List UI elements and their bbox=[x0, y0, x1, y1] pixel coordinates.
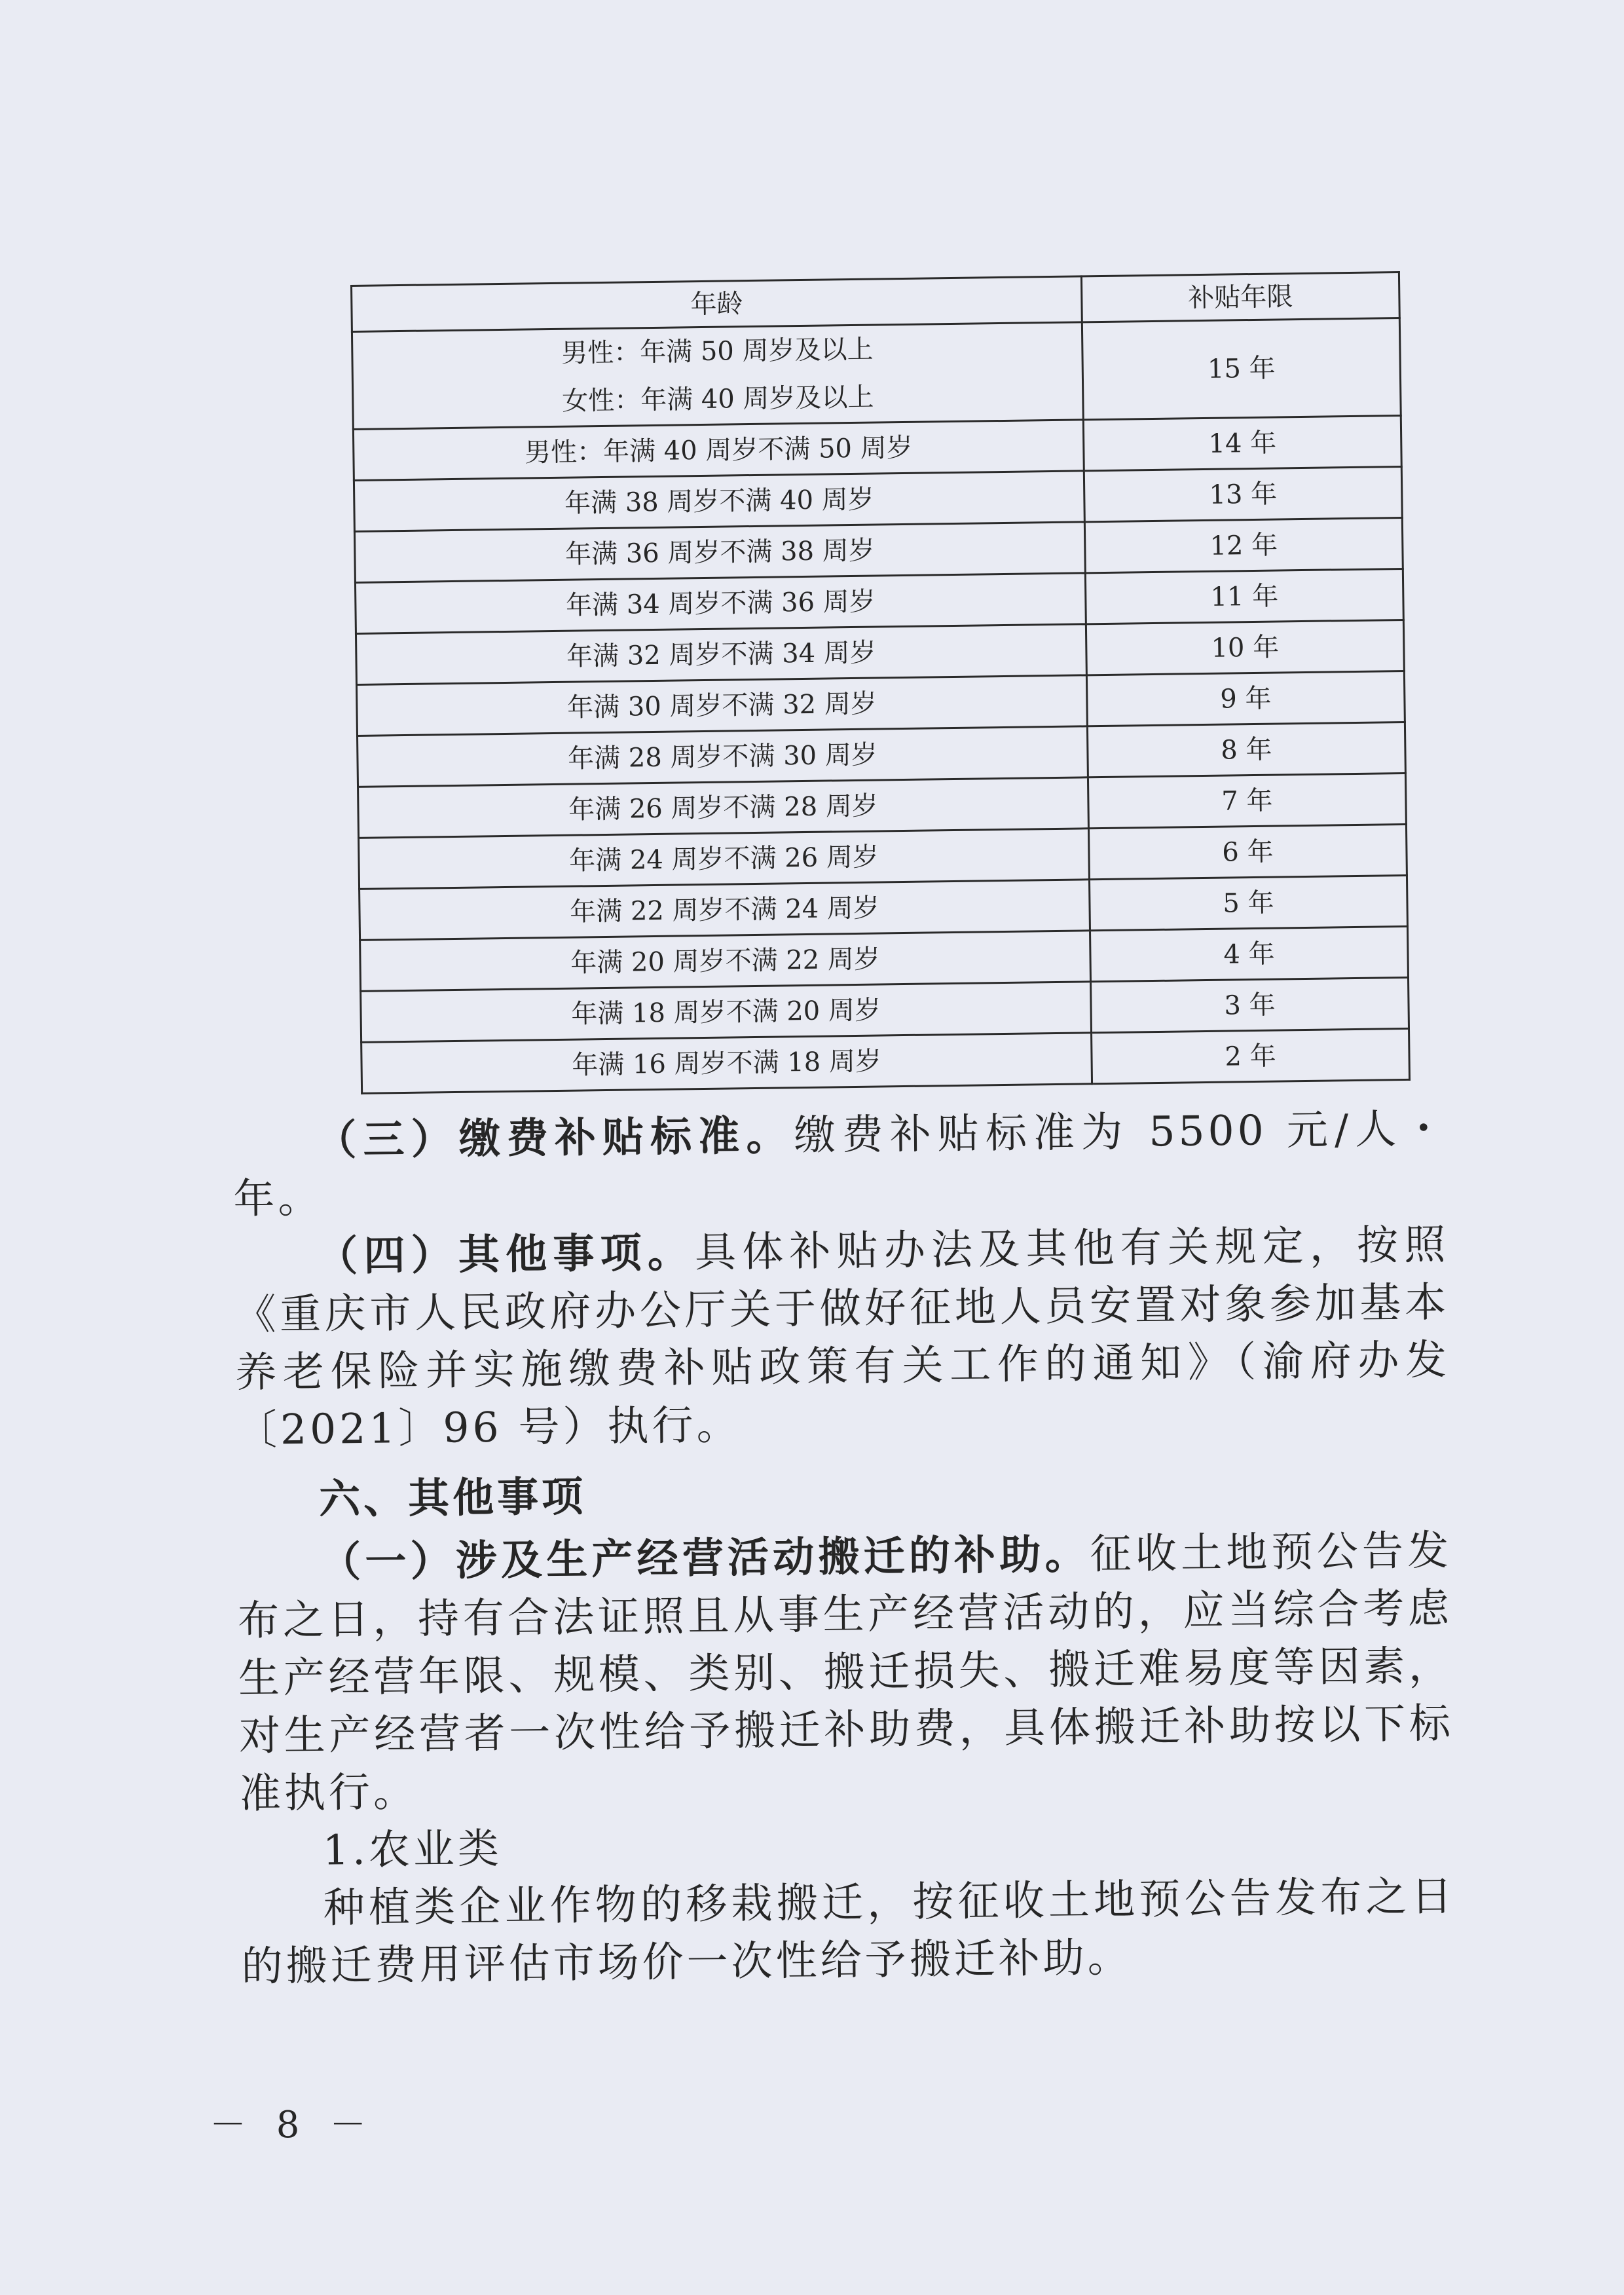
age-cell: 年满 20 周岁不满 22 周岁 bbox=[360, 931, 1091, 992]
age-cell: 年满 36 周岁不满 38 周岁 bbox=[354, 522, 1085, 583]
body-text bbox=[232, 1100, 1456, 1996]
age-cell: 男性：年满 40 周岁不满 50 周岁 bbox=[353, 420, 1084, 481]
years-cell: 5 年 bbox=[1089, 875, 1407, 930]
years-cell: 6 年 bbox=[1088, 824, 1407, 879]
paragraph-other-matters bbox=[234, 1216, 1451, 1459]
subsidy-years-table bbox=[350, 271, 1411, 1094]
years-cell: 14 年 bbox=[1083, 416, 1401, 471]
age-cell bbox=[352, 322, 1083, 430]
years-cell: 2 年 bbox=[1092, 1028, 1410, 1083]
paragraph-body: 缴费补贴标准为 5500 元/人・年。 bbox=[233, 1104, 1448, 1223]
table-row bbox=[352, 318, 1401, 430]
age-cell: 年满 22 周岁不满 24 周岁 bbox=[360, 880, 1090, 941]
page-number: － 8 － bbox=[210, 2104, 376, 2146]
header-years: 补贴年限 bbox=[1081, 272, 1399, 322]
years-cell: 9 年 bbox=[1086, 671, 1405, 726]
years-cell: 4 年 bbox=[1090, 926, 1409, 981]
age-cell: 年满 18 周岁不满 20 周岁 bbox=[361, 982, 1092, 1043]
age-cell: 年满 38 周岁不满 40 周岁 bbox=[354, 471, 1084, 532]
paragraph-title: （三）缴费补贴标准。 bbox=[315, 1111, 794, 1165]
years-cell: 10 年 bbox=[1086, 620, 1404, 675]
paragraph-title: （一）涉及生产经营活动搬迁的补助。 bbox=[319, 1529, 1091, 1586]
age-cell: 年满 32 周岁不满 34 周岁 bbox=[356, 624, 1086, 685]
age-cell: 年满 30 周岁不满 32 周岁 bbox=[356, 675, 1087, 736]
age-cell: 年满 28 周岁不满 30 周岁 bbox=[358, 726, 1088, 787]
age-line-male: 男性：年满 50 周岁及以上 bbox=[561, 334, 874, 369]
years-cell: 13 年 bbox=[1084, 467, 1402, 522]
age-cell: 年满 16 周岁不满 18 周岁 bbox=[361, 1033, 1092, 1094]
age-line-female: 女性：年满 40 周岁及以上 bbox=[561, 382, 874, 417]
years-cell: 12 年 bbox=[1084, 518, 1403, 573]
section-heading: 六、其他事项 bbox=[318, 1472, 587, 1523]
paragraph-relocation-subsidy bbox=[237, 1521, 1455, 1823]
years-cell: 15 年 bbox=[1082, 318, 1401, 420]
years-cell: 11 年 bbox=[1085, 569, 1403, 624]
paragraph-payment-standard bbox=[232, 1100, 1449, 1228]
years-cell: 8 年 bbox=[1087, 722, 1405, 777]
years-cell: 7 年 bbox=[1088, 773, 1406, 828]
subheading-agriculture: 1.农业类 bbox=[322, 1824, 503, 1875]
paragraph-body: 征收土地预公告发布之日，持有合法证照且从事生产经营活动的，应当综合考虑生产经营年限、规模、类别、搬迁损失、搬迁难易度等因素，对生产经营者一次性给予搬迁补助费，具体搬迁补助按以下标准执行。 bbox=[237, 1526, 1454, 1818]
years-cell: 3 年 bbox=[1091, 977, 1409, 1032]
age-cell: 年满 34 周岁不满 36 周岁 bbox=[355, 573, 1086, 634]
age-cell: 年满 26 周岁不满 28 周岁 bbox=[358, 777, 1089, 838]
paragraph-body: 具体补贴办法及其他有关规定，按照《重庆市人民政府办公厅关于做好征地人员安置对象参加基本养老保险并实施缴费补贴政策有关工作的通知》（渝府办发〔2021〕96 号）执行。 bbox=[234, 1220, 1450, 1454]
header-age: 年龄 bbox=[352, 276, 1082, 332]
paragraph-planting: 种植类企业作物的移栽搬迁，按征收土地预公告发布之日的搬迁费用评估市场价一次性给予搬迁补助。 bbox=[241, 1872, 1456, 1990]
age-cell: 年满 24 周岁不满 26 周岁 bbox=[359, 829, 1090, 889]
paragraph-title: （四）其他事项。 bbox=[316, 1227, 695, 1280]
